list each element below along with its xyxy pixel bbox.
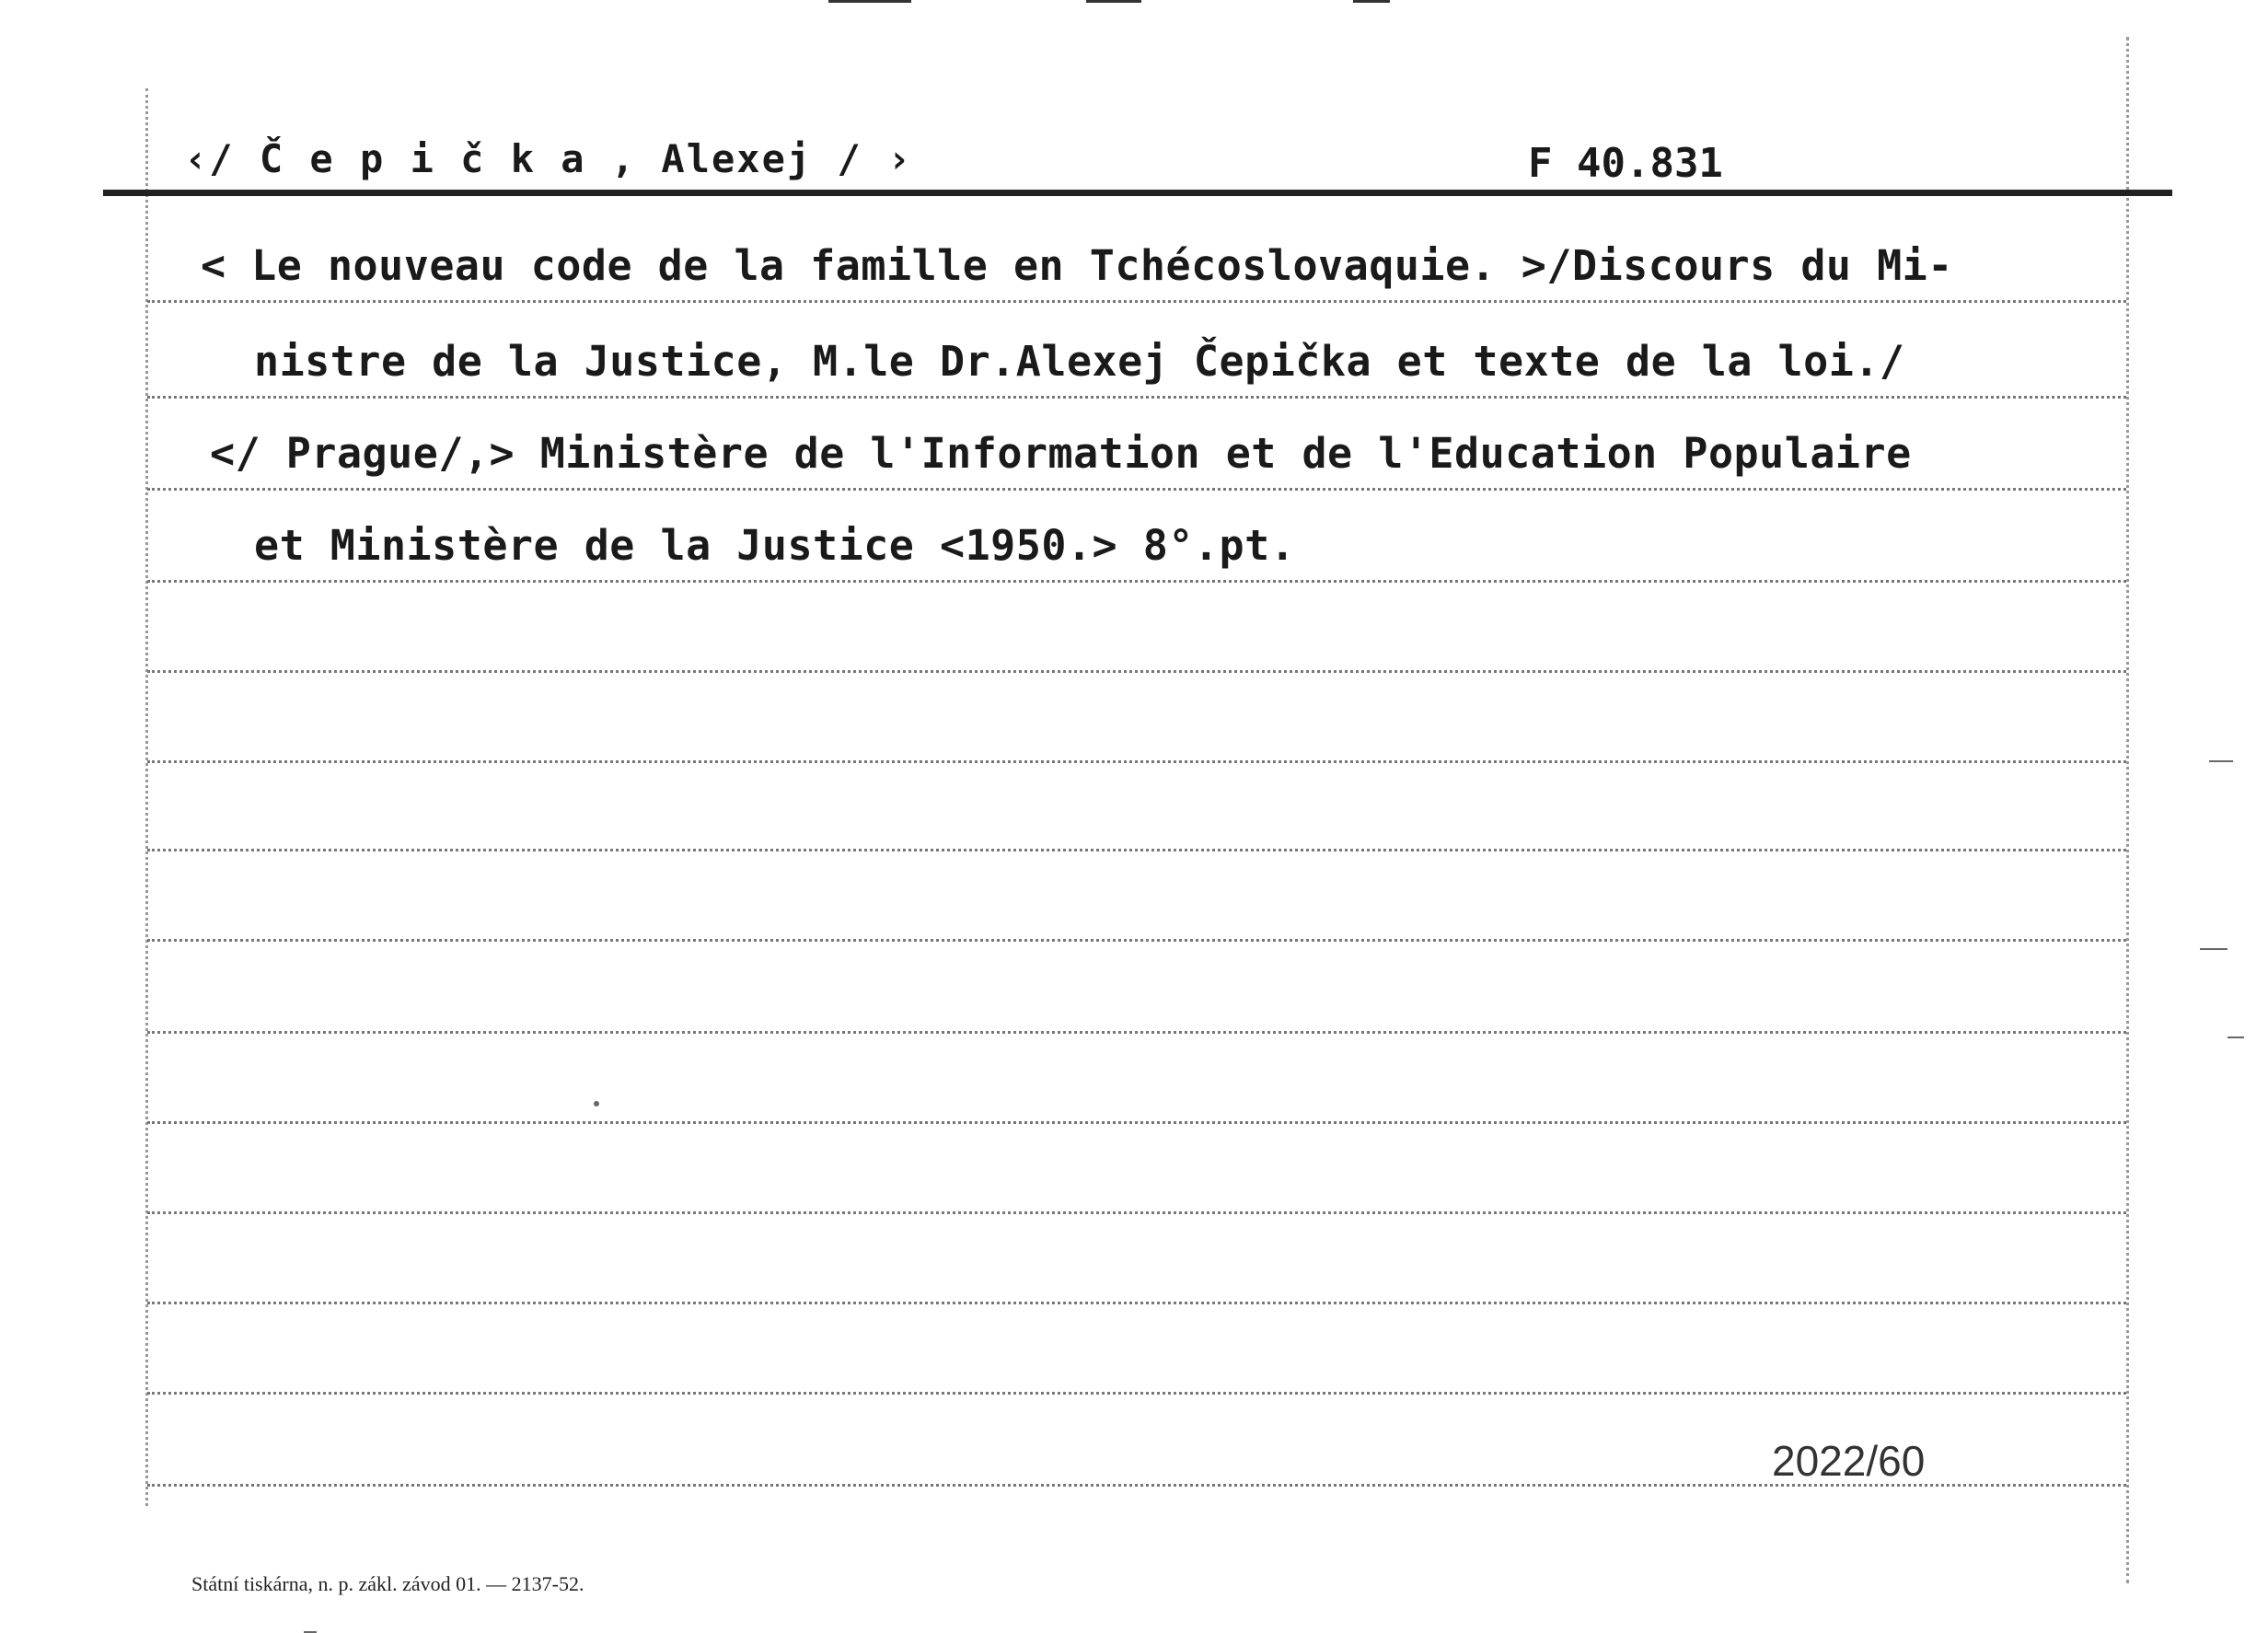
ruled-line [147, 580, 2126, 583]
description-line: nistre de la Justice, M.le Dr.Alexej Čepička et texte de la loi./ [254, 337, 1905, 386]
right-margin-line [2126, 37, 2129, 1583]
ruled-line [147, 1031, 2126, 1034]
stray-mark [2209, 760, 2233, 762]
stray-mark [2200, 948, 2228, 950]
description-line: </ Prague/,> Ministère de l'Information et de l'Education Populaire [210, 429, 1912, 478]
author-heading: ‹/ Č e p i č k a , Alexej / › [184, 136, 913, 181]
ruled-line [147, 760, 2126, 763]
top-edge-mark [1353, 0, 1390, 3]
ruled-line [147, 488, 2126, 491]
ruled-line [147, 1302, 2126, 1304]
ruled-line [147, 939, 2126, 942]
accession-number: 2022/60 [1772, 1437, 1926, 1485]
ruled-line [147, 1392, 2126, 1395]
heading-rule [103, 190, 2172, 196]
ruled-line [147, 396, 2126, 399]
ruled-line [147, 849, 2126, 851]
description-line: et Ministère de la Justice <1950.> 8°.pt. [254, 521, 1296, 570]
printer-imprint: Státní tiskárna, n. p. zákl. závod 01. — 2137-52. [191, 1572, 584, 1595]
ruled-line [147, 670, 2126, 673]
stray-mark [2228, 1037, 2244, 1038]
ruled-line [147, 1121, 2126, 1124]
ruled-line [147, 1211, 2126, 1214]
top-edge-mark [1086, 0, 1141, 3]
stray-mark [594, 1101, 599, 1106]
shelf-mark: F 40.831 [1528, 140, 1723, 187]
ruled-line [147, 300, 2126, 303]
top-edge-mark [828, 0, 911, 3]
description-line: < Le nouveau code de la famille en Tchécoslovaquie. >/Discours du Mi- [201, 241, 1953, 290]
